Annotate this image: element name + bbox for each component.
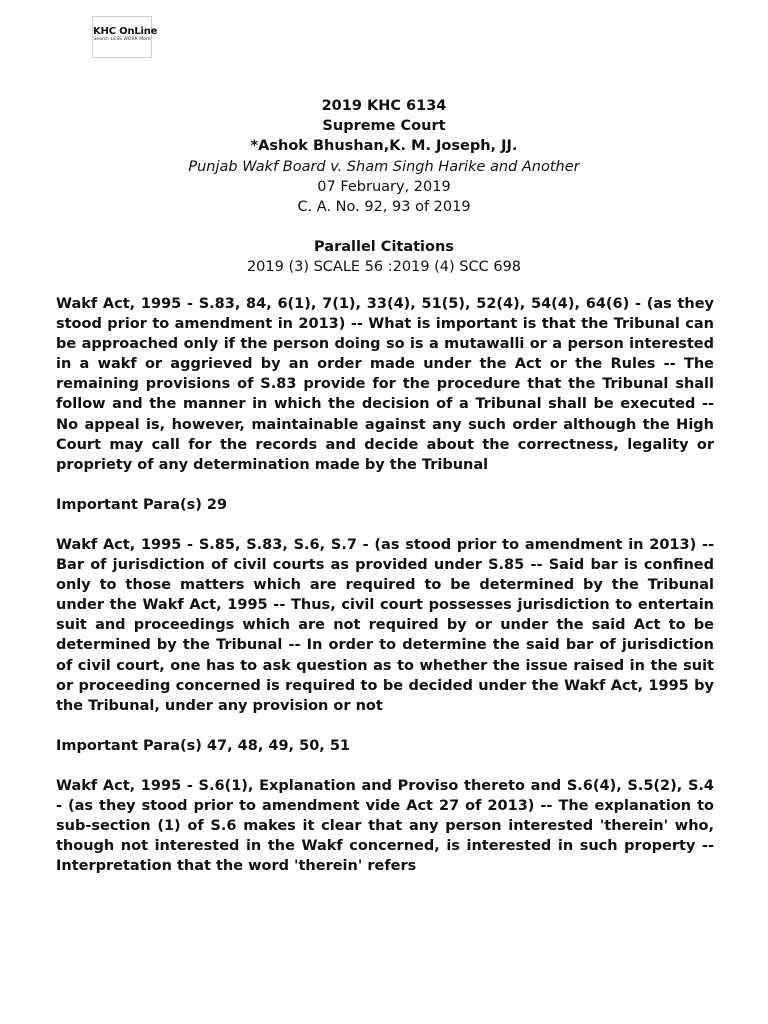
judgment-date: 07 February, 2019 — [317, 178, 451, 195]
parallel-citations: 2019 (3) SCALE 56 :2019 (4) SCC 698 — [246, 259, 522, 276]
headnote-1: Wakf Act, 1995 - S.83, 84, 6(1), 7(1), 33(4), 51(5), 52(4), 54(4), 64(6) - (as they stood prior to amendment in 2013) -- What is important is that the Tribunal can be approached only if the person doing so is a mutawalli or a person interested in a wakf or aggrieved by an order made under the Act or the Rules -- The remaining provisions of S.83 provide for the procedure that the Tribunal shall follow and the manner in which the decision of a Tribunal shall be executed -- No appeal is, however, maintainable against any such order although the High Court may call for the records and decide about the correctness, legality or propriety of any determination made by the Tribunal — [56, 296, 714, 473]
judges: *Ashok Bhushan,K. M. Joseph, JJ. — [250, 138, 518, 155]
parallel-citations-heading: Parallel Citations — [314, 239, 454, 256]
logo-tagline: Search LESS WORK More — [93, 37, 151, 42]
headnote-2: Wakf Act, 1995 - S.85, S.83, S.6, S.7 - (as stood prior to amendment in 2013) -- Bar of jurisdiction of civil courts as provided under S.85 -- Said bar is confined only to those matters which are required to be determined by the Tribunal under the Wakf Act, 1995 -- Thus, civil court possesses jurisdiction to entertain suit and proceedings which are not required by or under the said Act to be determined by the Tribunal -- In order to determine the said bar of jurisdiction of civil court, one has to ask question as to whether the issue raised in the suit or proceeding concerned is required to be decided under the Wakf Act, 1995 by the Tribunal, under any provision or not — [56, 536, 714, 714]
court-name: Supreme Court — [322, 118, 446, 135]
case-parties: Punjab Wakf Board v. Sham Singh Harike and Another — [188, 158, 580, 175]
citation: 2019 KHC 6134 — [321, 98, 447, 114]
case-header — [0, 96, 768, 278]
important-paras-1: Important Para(s) 29 — [56, 496, 228, 513]
headnote-3: Wakf Act, 1995 - S.6(1), Explanation and Proviso thereto and S.6(4), S.5(2), S.4 - (as they stood prior to amendment vide Act 27 of 2013) -- The explanation to sub-section (1) of S.6 makes it clear that any person interested 'therein' who, though not interested in the Wakf concerned, is interested in such property -- Interpretation that the word 'therein' refers — [56, 777, 714, 875]
khc-online-logo — [92, 16, 158, 58]
important-paras-2: Important Para(s) 47, 48, 49, 50, 51 — [56, 737, 351, 754]
logo-title: KHC OnLine — [93, 26, 158, 37]
case-number: C. A. No. 92, 93 of 2019 — [297, 199, 471, 216]
headnotes-section — [56, 294, 714, 876]
